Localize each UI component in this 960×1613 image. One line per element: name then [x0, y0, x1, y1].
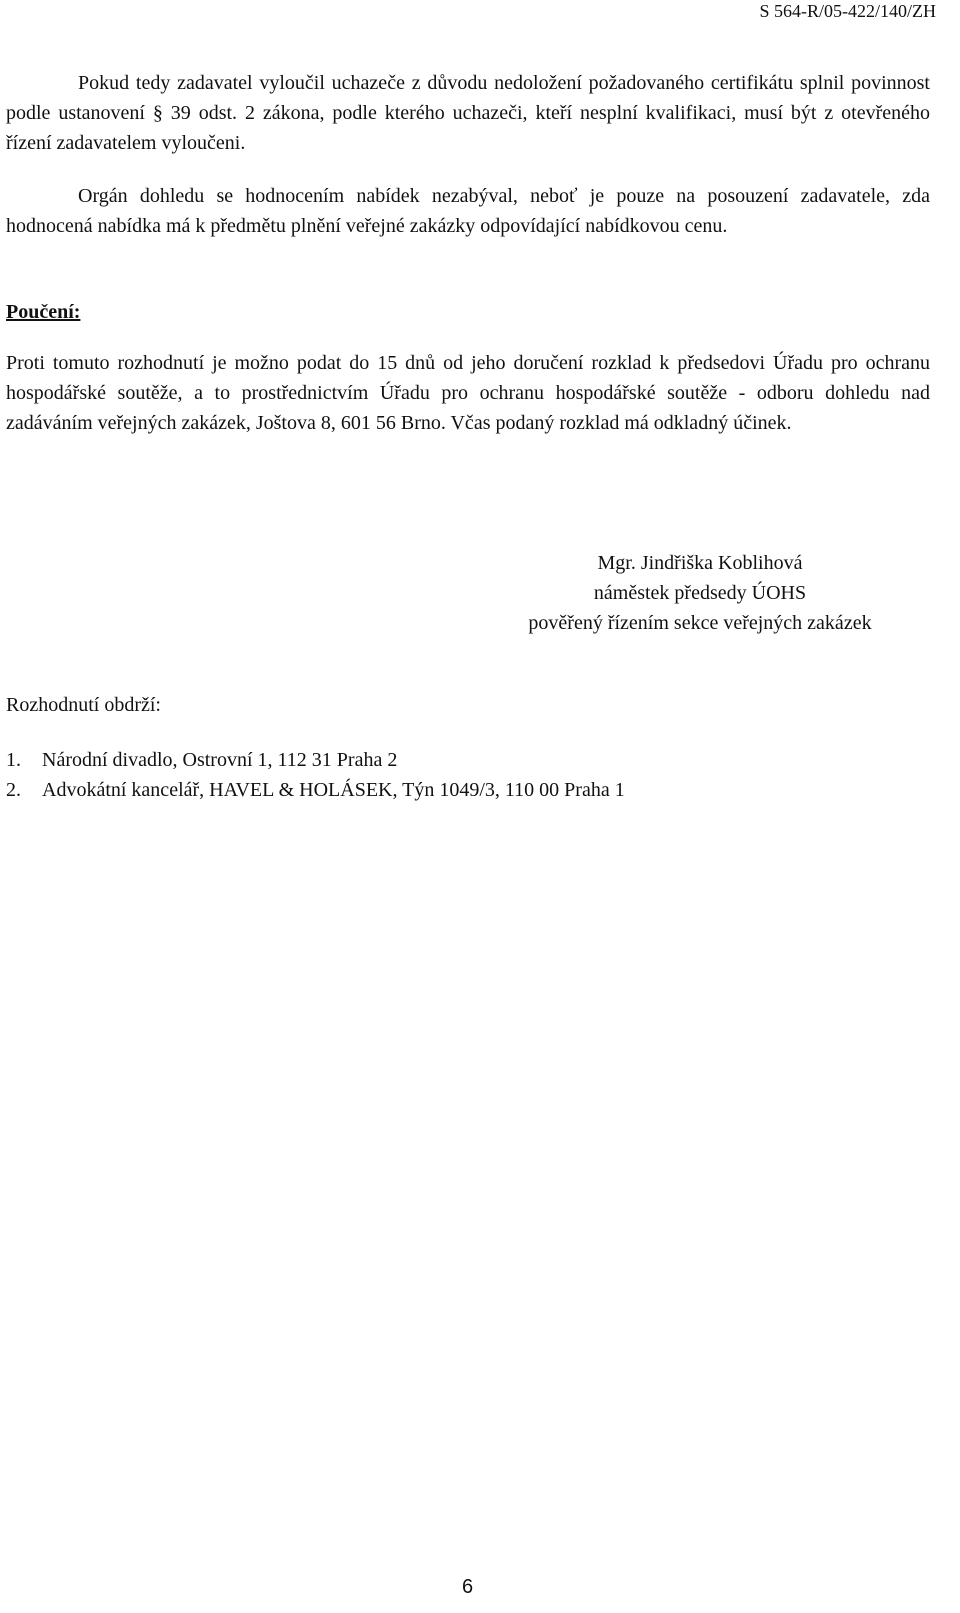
recipients-label: Rozhodnutí obdrží: [6, 694, 161, 716]
signature-block [470, 548, 930, 638]
paragraph-evaluation: Orgán dohledu se hodnocením nabídek nezabýval, neboť je pouze na posouzení zadavatele, zda hodnocená nabídka má k předmětu plnění veřejné zakázky odpovídající nabídkovou cenu. [6, 185, 930, 237]
list-item [6, 775, 625, 805]
signatory-role: náměstek předsedy ÚOHS [593, 582, 807, 604]
list-item-number: 1. [6, 749, 21, 771]
instruction-heading: Poučení: [6, 301, 81, 323]
list-item-number: 2. [6, 779, 21, 801]
recipients-list [6, 745, 625, 805]
signatory-position: pověřený řízením sekce veřejných zakázek [528, 612, 872, 634]
document-reference: S 564-R/05-422/140/ZH [759, 1, 936, 21]
paragraph-disqualification: Pokud tedy zadavatel vyloučil uchazeče z důvodu nedoložení požadovaného certifikátu splnil povinnost podle ustanovení § 39 odst. 2 zákona, podle kterého uchazeči, kteří nesplní kvalifikaci, musí být z otevřeného řízení zadavatelem vyloučeni. [6, 72, 930, 154]
instruction-text: Proti tomuto rozhodnutí je možno podat do 15 dnů od jeho doručení rozklad k předsedovi Úřadu pro ochranu hospodářské soutěže, a to prostřednictvím Úřadu pro ochranu hospodářské soutěže - odboru dohledu nad zadáváním veřejných zakázek, Joštova 8, 601 56 Brno. Včas podaný rozklad má odkladný účinek. [6, 352, 930, 434]
list-item-text: Advokátní kancelář, HAVEL & HOLÁSEK, Týn 1049/3, 110 00 Praha 1 [42, 779, 625, 801]
page-number: 6 [461, 1576, 474, 1598]
signatory-name: Mgr. Jindřiška Koblihová [597, 552, 803, 574]
list-item-text: Národní divadlo, Ostrovní 1, 112 31 Praha 2 [42, 749, 398, 771]
list-item [6, 745, 625, 775]
